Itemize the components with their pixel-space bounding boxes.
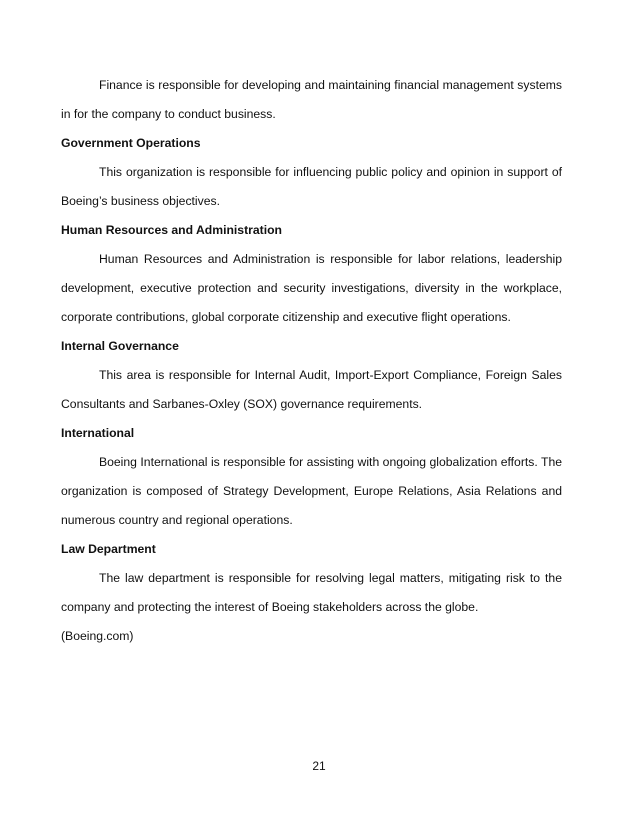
law-department-paragraph: The law department is responsible for resolving legal matters, mitigating risk to the company and protecting the interest of Boeing stakeholders across the globe. [61,571,562,614]
government-operations-paragraph: This organization is responsible for influencing public policy and opinion in support of Boeing’s business objectives. [61,165,562,208]
page-content [61,71,562,651]
page-number: 21 [312,759,326,773]
government-operations-heading: Government Operations [61,136,201,150]
law-department-heading: Law Department [61,542,156,556]
internal-governance-heading: Internal Governance [61,339,179,353]
internal-governance-paragraph: This area is responsible for Internal Audit, Import-Export Compliance, Foreign Sales Consultants and Sarbanes-Oxley (SOX) governance requirements. [61,368,562,411]
international-heading: International [61,426,135,440]
finance-paragraph: Finance is responsible for developing and maintaining financial management systems in for the company to conduct business. [61,78,562,121]
international-paragraph: Boeing International is responsible for assisting with ongoing globalization efforts. The organization is composed of Strategy Development, Europe Relations, Asia Relations and numerous country and regional operations. [61,455,562,527]
human-resources-paragraph: Human Resources and Administration is responsible for labor relations, leadership development, executive protection and security investigations, diversity in the workplace, corporate contributions, global corporate citizenship and executive flight operations. [61,252,562,324]
human-resources-heading: Human Resources and Administration [61,223,282,237]
source-citation: (Boeing.com) [61,629,134,643]
